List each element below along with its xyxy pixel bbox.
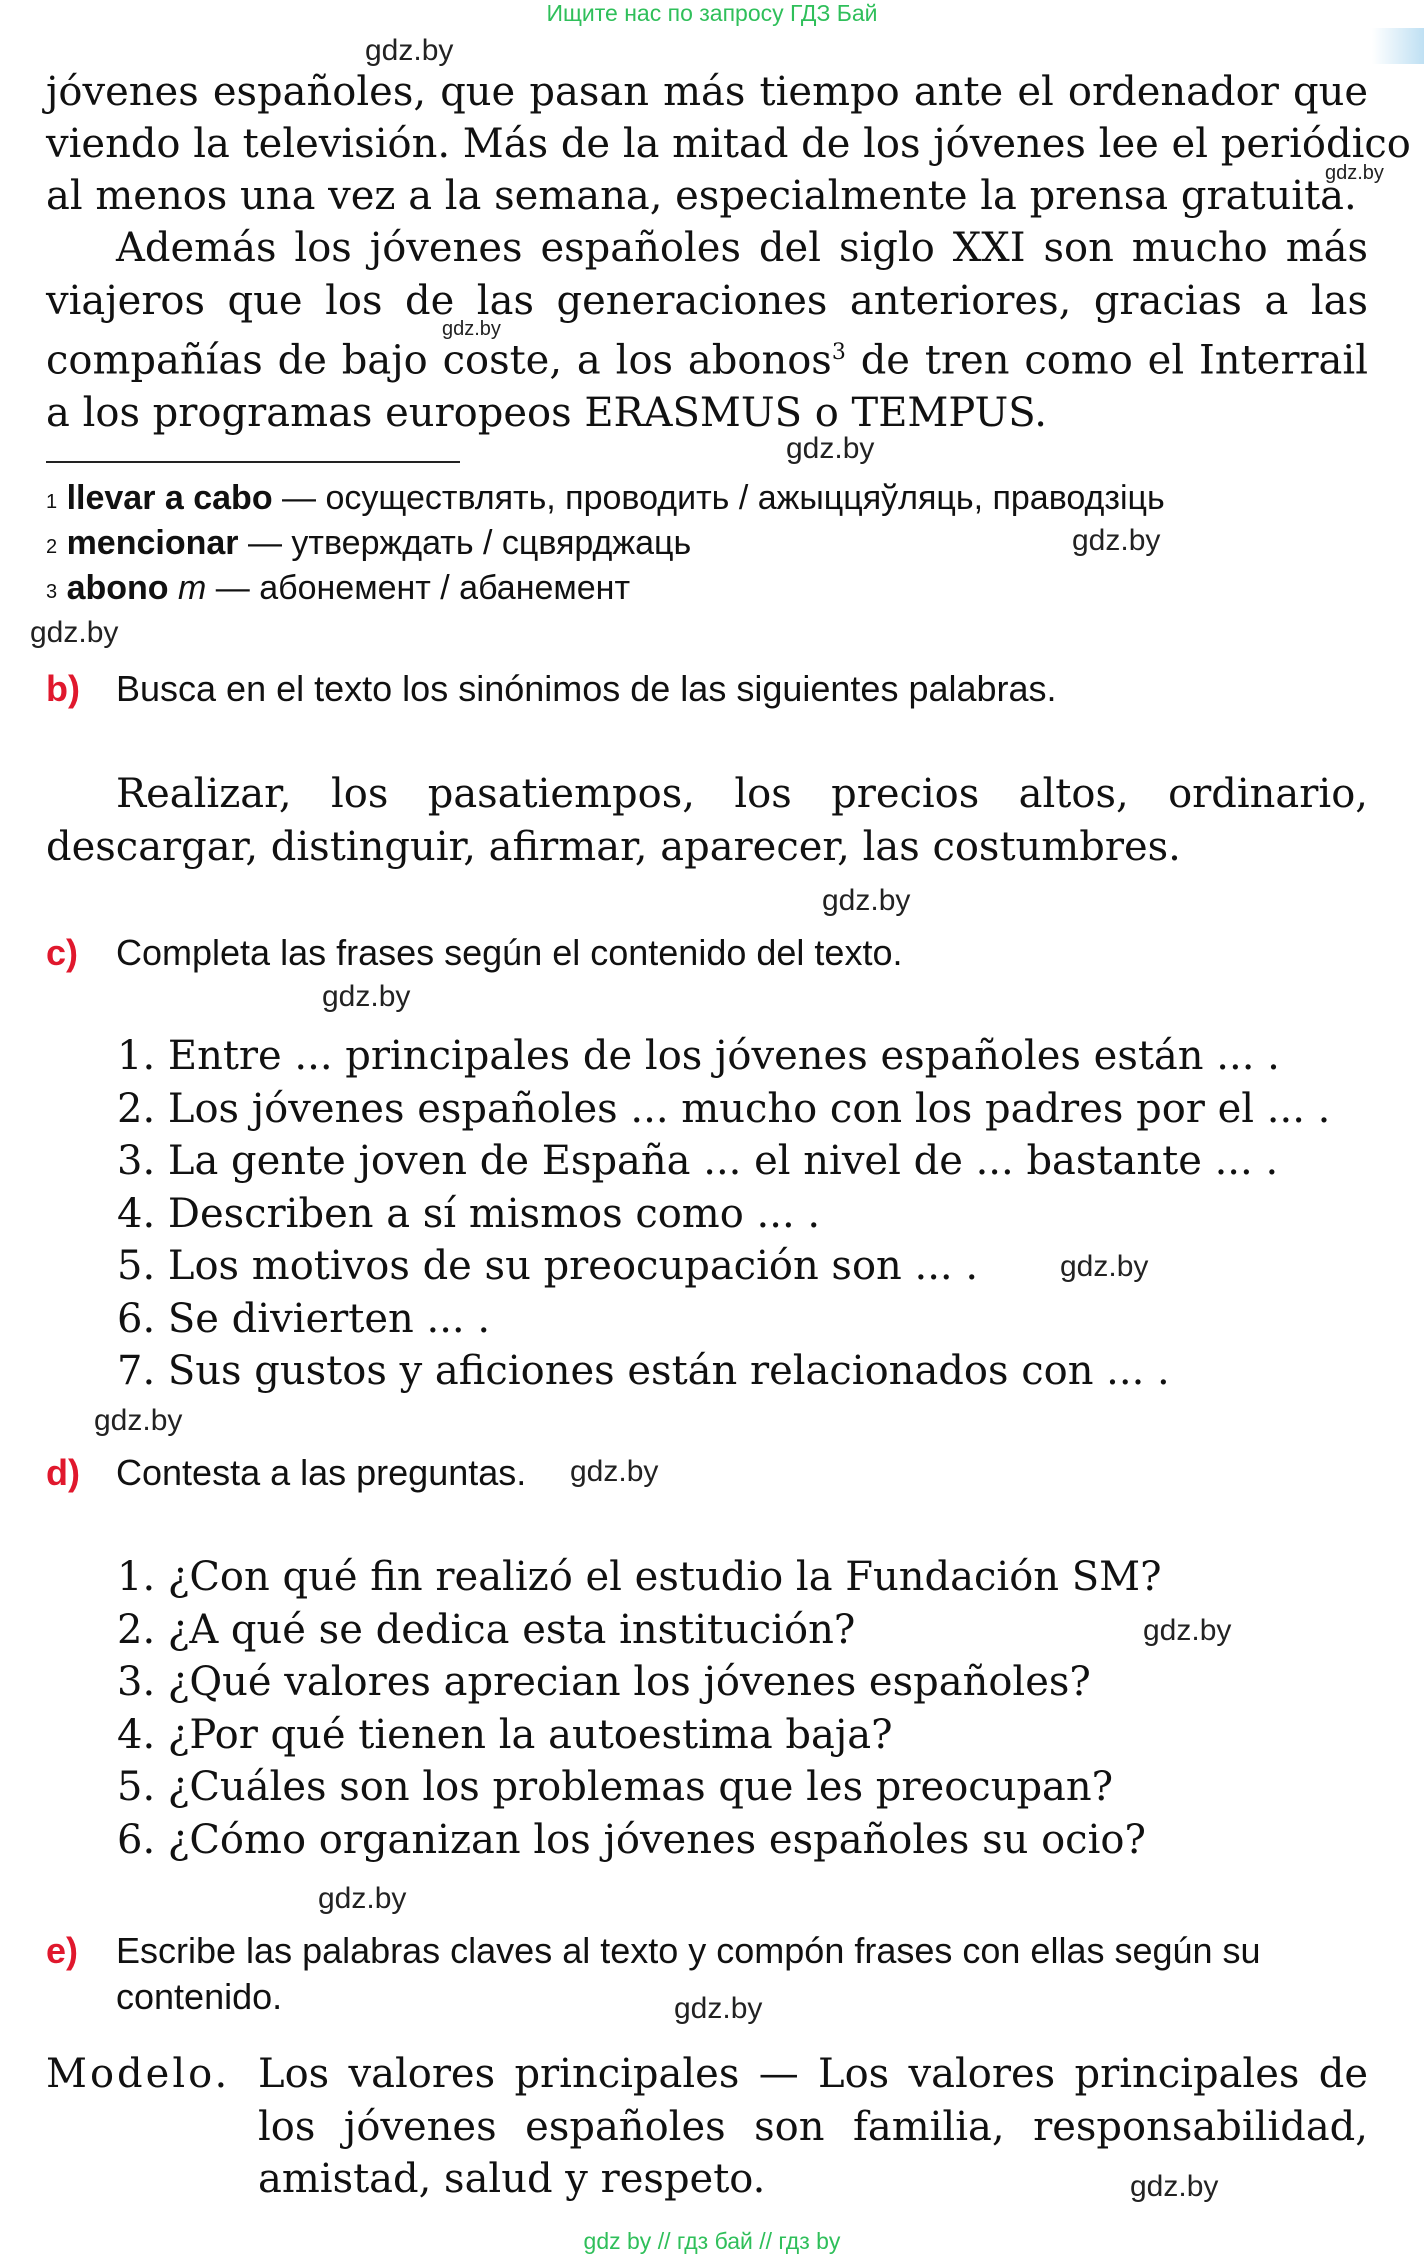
task-d-item-2: 2. ¿A qué se dedica esta institución?	[117, 1606, 856, 1653]
footnote-2	[46, 521, 691, 565]
watermark: gdz.by	[786, 432, 875, 465]
intro-line-3: al menos una vez a la semana, especialmente la prensa gratuita.	[46, 173, 1357, 219]
watermark: gdz.by	[822, 884, 911, 917]
watermark: gdz.by	[94, 1404, 183, 1437]
task-c	[46, 930, 1368, 976]
task-c-item-7: 7. Sus gustos y aficiones están relacionados con ... .	[117, 1348, 1170, 1394]
task-b-words-block	[46, 768, 1368, 873]
task-d-item-1: 1. ¿Con qué fin realizó el estudio la Fundación SM?	[117, 1554, 1162, 1600]
intro-paragraph-text: Además los jóvenes españoles del siglo XXI son mucho más viajeros que los de las generaciones anteriores, gracias a las compañías de bajo coste, a los abonos	[46, 225, 1368, 384]
task-b-words: Realizar, los pasatiempos, los precios altos, ordinario, descargar, distinguir, afirmar, aparecer, las costumbres.	[46, 771, 1368, 870]
task-e-model-label: Modelo.	[46, 2051, 231, 2097]
watermark: gdz.by	[1072, 524, 1161, 557]
task-b-instruction: Busca en el texto los sinónimos de las siguientes palabras.	[116, 668, 1057, 709]
task-b	[46, 666, 1368, 712]
task-d	[46, 1450, 1368, 1496]
task-e-instruction: Escribe las palabras claves al texto y compón frases con ellas según su contenido.	[116, 1930, 1261, 2017]
task-d-item-6: 6. ¿Cómo organizan los jóvenes españoles su ocio?	[117, 1816, 1146, 1863]
corner-tab	[1372, 28, 1424, 64]
footnote-3-number: 3	[46, 581, 58, 603]
task-c-item-4: 4. Describen a sí mismos como ... .	[117, 1190, 821, 1237]
watermark: gdz.by	[322, 980, 411, 1013]
watermark: gdz.by	[318, 1882, 407, 1915]
watermark: gdz.by	[674, 1992, 763, 2025]
footnote-2-number: 2	[46, 536, 58, 558]
top-banner: Ищите нас по запросу ГДЗ Бай	[546, 0, 878, 26]
footnote-1-number: 1	[46, 491, 58, 513]
task-c-list	[117, 1030, 1330, 1398]
task-c-item-5: 5. Los motivos de su preocupación son ... .	[117, 1243, 979, 1289]
intro-paragraph	[46, 222, 1368, 439]
watermark: gdz.by	[30, 616, 119, 649]
footnote-1-term: llevar a cabo	[66, 479, 273, 517]
task-c-instruction: Completa las frases según el contenido del texto.	[116, 932, 903, 973]
watermark: gdz.by	[570, 1455, 659, 1488]
intro-line-2: viendo la televisión. Más de la mitad de los jóvenes lee el periódico	[46, 121, 1411, 167]
task-d-letter: d)	[46, 1452, 80, 1493]
task-d-list	[117, 1551, 1162, 1866]
bottom-banner: gdz by // гдз бай // гдз by	[583, 2228, 841, 2254]
watermark: gdz.by	[1060, 1250, 1149, 1283]
footnote-ref-3: 3	[831, 340, 846, 365]
footnote-3-gender: m	[178, 569, 207, 607]
task-c-item-1: 1. Entre ... principales de los jóvenes españoles están ... .	[117, 1033, 1280, 1079]
task-d-item-3: 3. ¿Qué valores aprecian los jóvenes españoles?	[117, 1659, 1091, 1705]
footnote-rule	[46, 461, 460, 463]
watermark: gdz.by	[1325, 162, 1384, 184]
task-d-item-4: 4. ¿Por qué tienen la autoestima baja?	[117, 1711, 893, 1758]
footnote-2-term: mencionar	[66, 524, 239, 562]
footnote-1	[46, 476, 1165, 520]
footnote-3-term: abono	[66, 569, 169, 607]
footnote-2-definition: — утверждать / сцвярджаць	[238, 524, 692, 562]
footnote-3-definition: — абонемент / абанемент	[206, 569, 631, 607]
task-b-letter: b)	[46, 668, 80, 709]
task-c-letter: c)	[46, 932, 79, 973]
task-c-item-2: 2. Los jóvenes españoles ... mucho con los padres por el ... .	[117, 1085, 1331, 1132]
watermark: gdz.by	[1130, 2170, 1219, 2203]
footnote-3	[46, 566, 630, 610]
watermark: gdz.by	[365, 34, 454, 67]
task-e-model-text: Los valores principales — Los valores principales de los jóvenes españoles son familia, responsabilidad, amistad, salud y respeto.	[258, 2051, 1368, 2202]
task-d-item-5: 5. ¿Cuáles son los problemas que les preocupan?	[117, 1764, 1114, 1810]
task-c-item-6: 6. Se divierten ... .	[117, 1295, 491, 1342]
watermark: gdz.by	[442, 318, 501, 340]
task-d-instruction: Contesta a las preguntas.	[116, 1452, 527, 1493]
footnote-1-definition: — осуществлять, проводить / ажыццяўляць, праводзіць	[272, 479, 1165, 517]
task-e-letter: e)	[46, 1930, 79, 1971]
task-c-item-3: 3. La gente joven de España ... el nivel de ... bastante ... .	[117, 1138, 1279, 1184]
intro-line-1: jóvenes españoles, que pasan más tiempo ante el ordenador que	[46, 69, 1368, 115]
watermark: gdz.by	[1143, 1614, 1232, 1647]
intro-paragraph-end: de tren como el Interrail a los programas europeos ERASMUS o TEMPUS.	[46, 337, 1368, 436]
